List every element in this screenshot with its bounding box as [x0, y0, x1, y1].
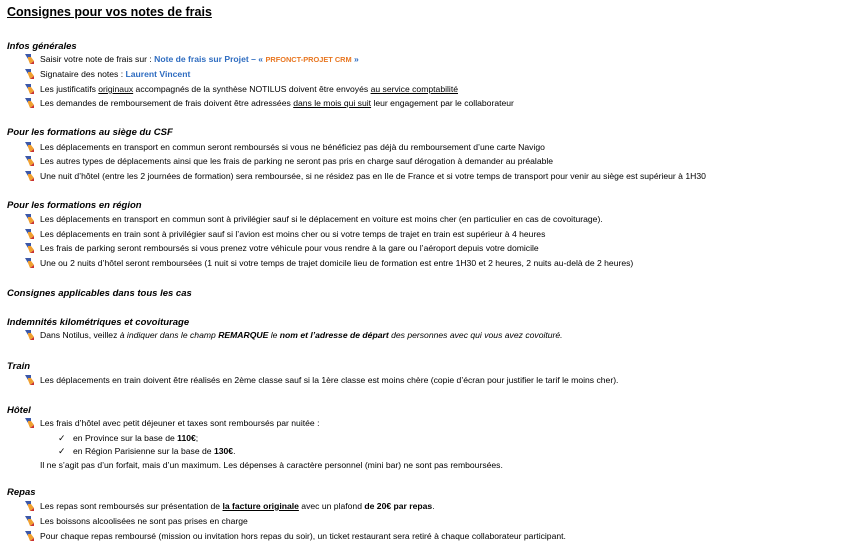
arrow-down-right-bullet-icon	[24, 228, 35, 240]
page-title: Consignes pour vos notes de frais	[7, 5, 212, 19]
arrow-down-right-bullet-icon	[24, 374, 35, 386]
arrow-down-right-bullet-icon	[24, 257, 35, 269]
section-heading-region: Pour les formations en région	[7, 200, 142, 211]
section-heading-tous-les-cas: Consignes applicables dans tous les cas	[7, 288, 192, 299]
arrow-down-right-bullet-icon	[24, 500, 35, 512]
arrow-down-right-bullet-icon	[24, 417, 35, 429]
section-heading-train: Train	[7, 361, 31, 372]
arrow-down-right-bullet-icon	[24, 97, 35, 109]
hotel-note: Il ne s’agit pas d’un forfait, mais d’un maximum. Les dépenses à caractère personnel (mini bar) ne sont pas remboursées.	[40, 460, 503, 470]
arrow-down-right-bullet-icon	[24, 213, 35, 225]
section-heading-indemnites: Indemnités kilométriques et covoiturage	[7, 317, 190, 328]
arrow-down-right-bullet-icon	[24, 83, 35, 95]
section-heading-repas: Repas	[7, 487, 36, 498]
checkmark-icon: ✓	[58, 433, 66, 443]
arrow-down-right-bullet-icon	[24, 329, 35, 341]
arrow-down-right-bullet-icon	[24, 141, 35, 153]
arrow-down-right-bullet-icon	[24, 170, 35, 182]
checkmark-icon: ✓	[58, 446, 66, 456]
arrow-down-right-bullet-icon	[24, 242, 35, 254]
project-label: Note de frais sur Projet – «	[154, 54, 266, 64]
section-heading-hotel: Hôtel	[7, 405, 31, 416]
section-heading-siege: Pour les formations au siège du CSF	[7, 127, 173, 138]
arrow-down-right-bullet-icon	[24, 155, 35, 167]
arrow-down-right-bullet-icon	[24, 530, 35, 542]
arrow-down-right-bullet-icon	[24, 515, 35, 527]
project-code: PRFONCT-PROJET CRM	[265, 55, 352, 64]
document-page: Consignes pour vos notes de frais Infos générales Saisir votre note de frais sur : Note de frais sur Projet – « PRFONCT-PROJET CRM » Signataire des notes : Laurent Vincent Les justificatifs originaux accompagnés de la synthèse NOTILUS doivent être envoyés au service comptabilité Les demandes de remboursement de frais doivent être adressées dans le mois qui suit leur engagement par le collaborateur Pour les formations au siège du CSF Les déplacements en transport en commun seront remboursés si vous ne bénéficiez pas déjà du remboursement d’une carte Navigo Les autres types de déplacements ainsi que les frais de parking ne seront pas pris en charge sauf dérogation à demander au préalable Une nuit d’hôtel (entre les 2 journées de formation) sera remboursée, si ne résidez pas en Ile de France et si votre temps de transport pour venir au siège est supérieur à 1H30 Pour les formations en région Les déplacements en transport en commun sont à privilégier sauf si le déplacement en voiture est moins cher (en particulier en cas de covoiturage). Les déplacements en train sont à privilégier sauf si l’avion est moins cher ou si votre temps de trajet en train est supérieur à 4 heures Les frais de parking seront remboursés si vous prenez votre véhicule pour vous rendre à la gare ou l’aéroport depuis votre domicile Une ou 2 nuits d’hôtel seront remboursées (1 nuit si votre temps de trajet domicile lieu de formation est entre 1H30 et 2 heures, 2 nuits au-delà de 2 heures) Consignes applicables dans tous les cas Indemnités kilométriques et covoiturage Dans Notilus, veillez à indiquer dans le champ REMARQUE le nom et l’adresse de départ des personnes avec qui vous avez covoituré. Train Les déplacements en train doivent être réalisés en 2ème classe sauf si la 1ère classe est moins chère (copie d’écran pour justifier le tarif le moins cher). Hôtel Les frais d’hôtel avec petit déjeuner et taxes sont remboursés par nuitée : ✓ en Province sur la base de 110€; ✓ en Région Parisienne sur la base de 130€. Il ne s’agit pas d’un forfait, mais d’un maximum. Les dépenses à caractère personnel (mini bar) ne sont pas remboursées. Repas Les repas sont remboursés sur présentation de la facture originale avec un plafond de 20€ par repas. Les boissons alcoolisées ne sont pas prises en charge Pour chaque repas remboursé (mission ou invitation hors repas du soir), un ticket restaurant sera retiré à chaque collaborateur participant.	[7, 5, 706, 541]
arrow-down-right-bullet-icon	[24, 68, 35, 80]
signatory-name: Laurent Vincent	[125, 69, 191, 79]
arrow-down-right-bullet-icon	[24, 53, 35, 65]
section-heading-infos: Infos générales	[7, 41, 77, 52]
